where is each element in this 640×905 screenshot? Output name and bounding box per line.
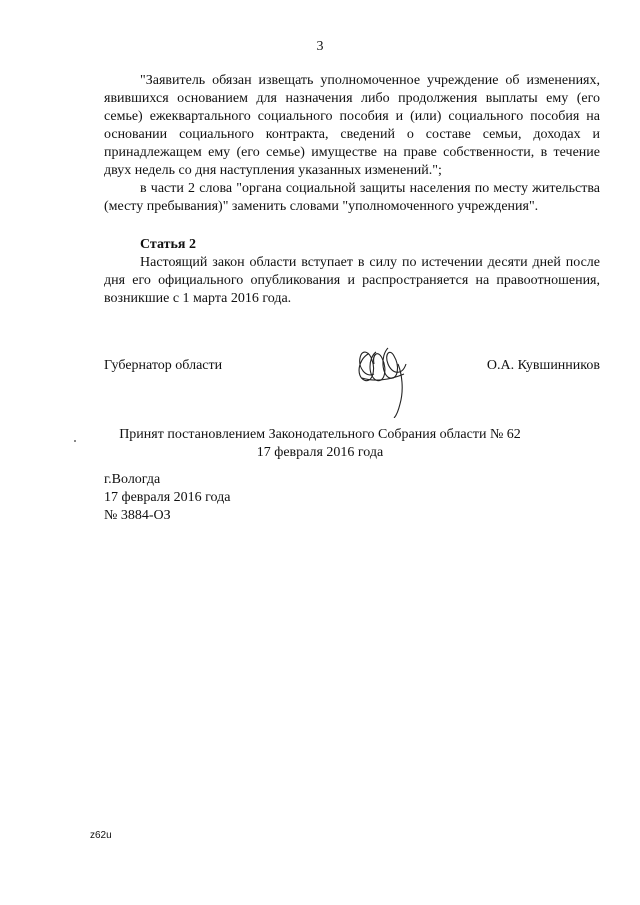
handwritten-signature <box>354 334 416 418</box>
governor-name: О.А. Кувшинников <box>486 358 600 373</box>
page-number: 3 <box>316 39 324 54</box>
article-2-text: Настоящий закон области вступает в силу по истечении десяти дней после дня его официального опубликования и распространяется на правоотношения, возникшие с 1 марта 2016 года. <box>104 255 600 306</box>
amendment-paragraph-1: "Заявитель обязан извещать уполномоченное учреждение об изменениях, явившихся основанием для назначения либо продолжения выплаты ему (его семье) ежеквартального социального пособия и (или) социального пособия на основании социального контракта, сведений о составе семьи, доходах и принадлежащем ему (его семье) имуществе на праве собственности, в течение двух недель со дня наступления указанных изменений."; <box>104 73 600 178</box>
article-heading: Статья 2 <box>140 237 196 252</box>
adoption-date: 17 февраля 2016 года <box>256 445 384 460</box>
adoption-note <box>0 426 640 462</box>
governor-title: Губернатор области <box>104 358 223 373</box>
signature-row <box>104 357 600 375</box>
place-block <box>104 471 231 525</box>
footer-code: z62u <box>90 830 112 841</box>
place-date: 17 февраля 2016 года <box>104 490 231 505</box>
amendment-text <box>104 72 600 216</box>
adoption-line-1: Принят постановлением Законодательного Собрания области № 62 <box>119 427 521 442</box>
margin-dot <box>74 440 76 442</box>
amendment-paragraph-2: в части 2 слова "органа социальной защиты населения по месту жительства (месту пребывания)" заменить словами "уполномоченного учреждения". <box>104 181 600 214</box>
place-city: г.Вологда <box>104 472 161 487</box>
law-number: № 3884-ОЗ <box>104 508 171 523</box>
article-2 <box>104 236 600 308</box>
